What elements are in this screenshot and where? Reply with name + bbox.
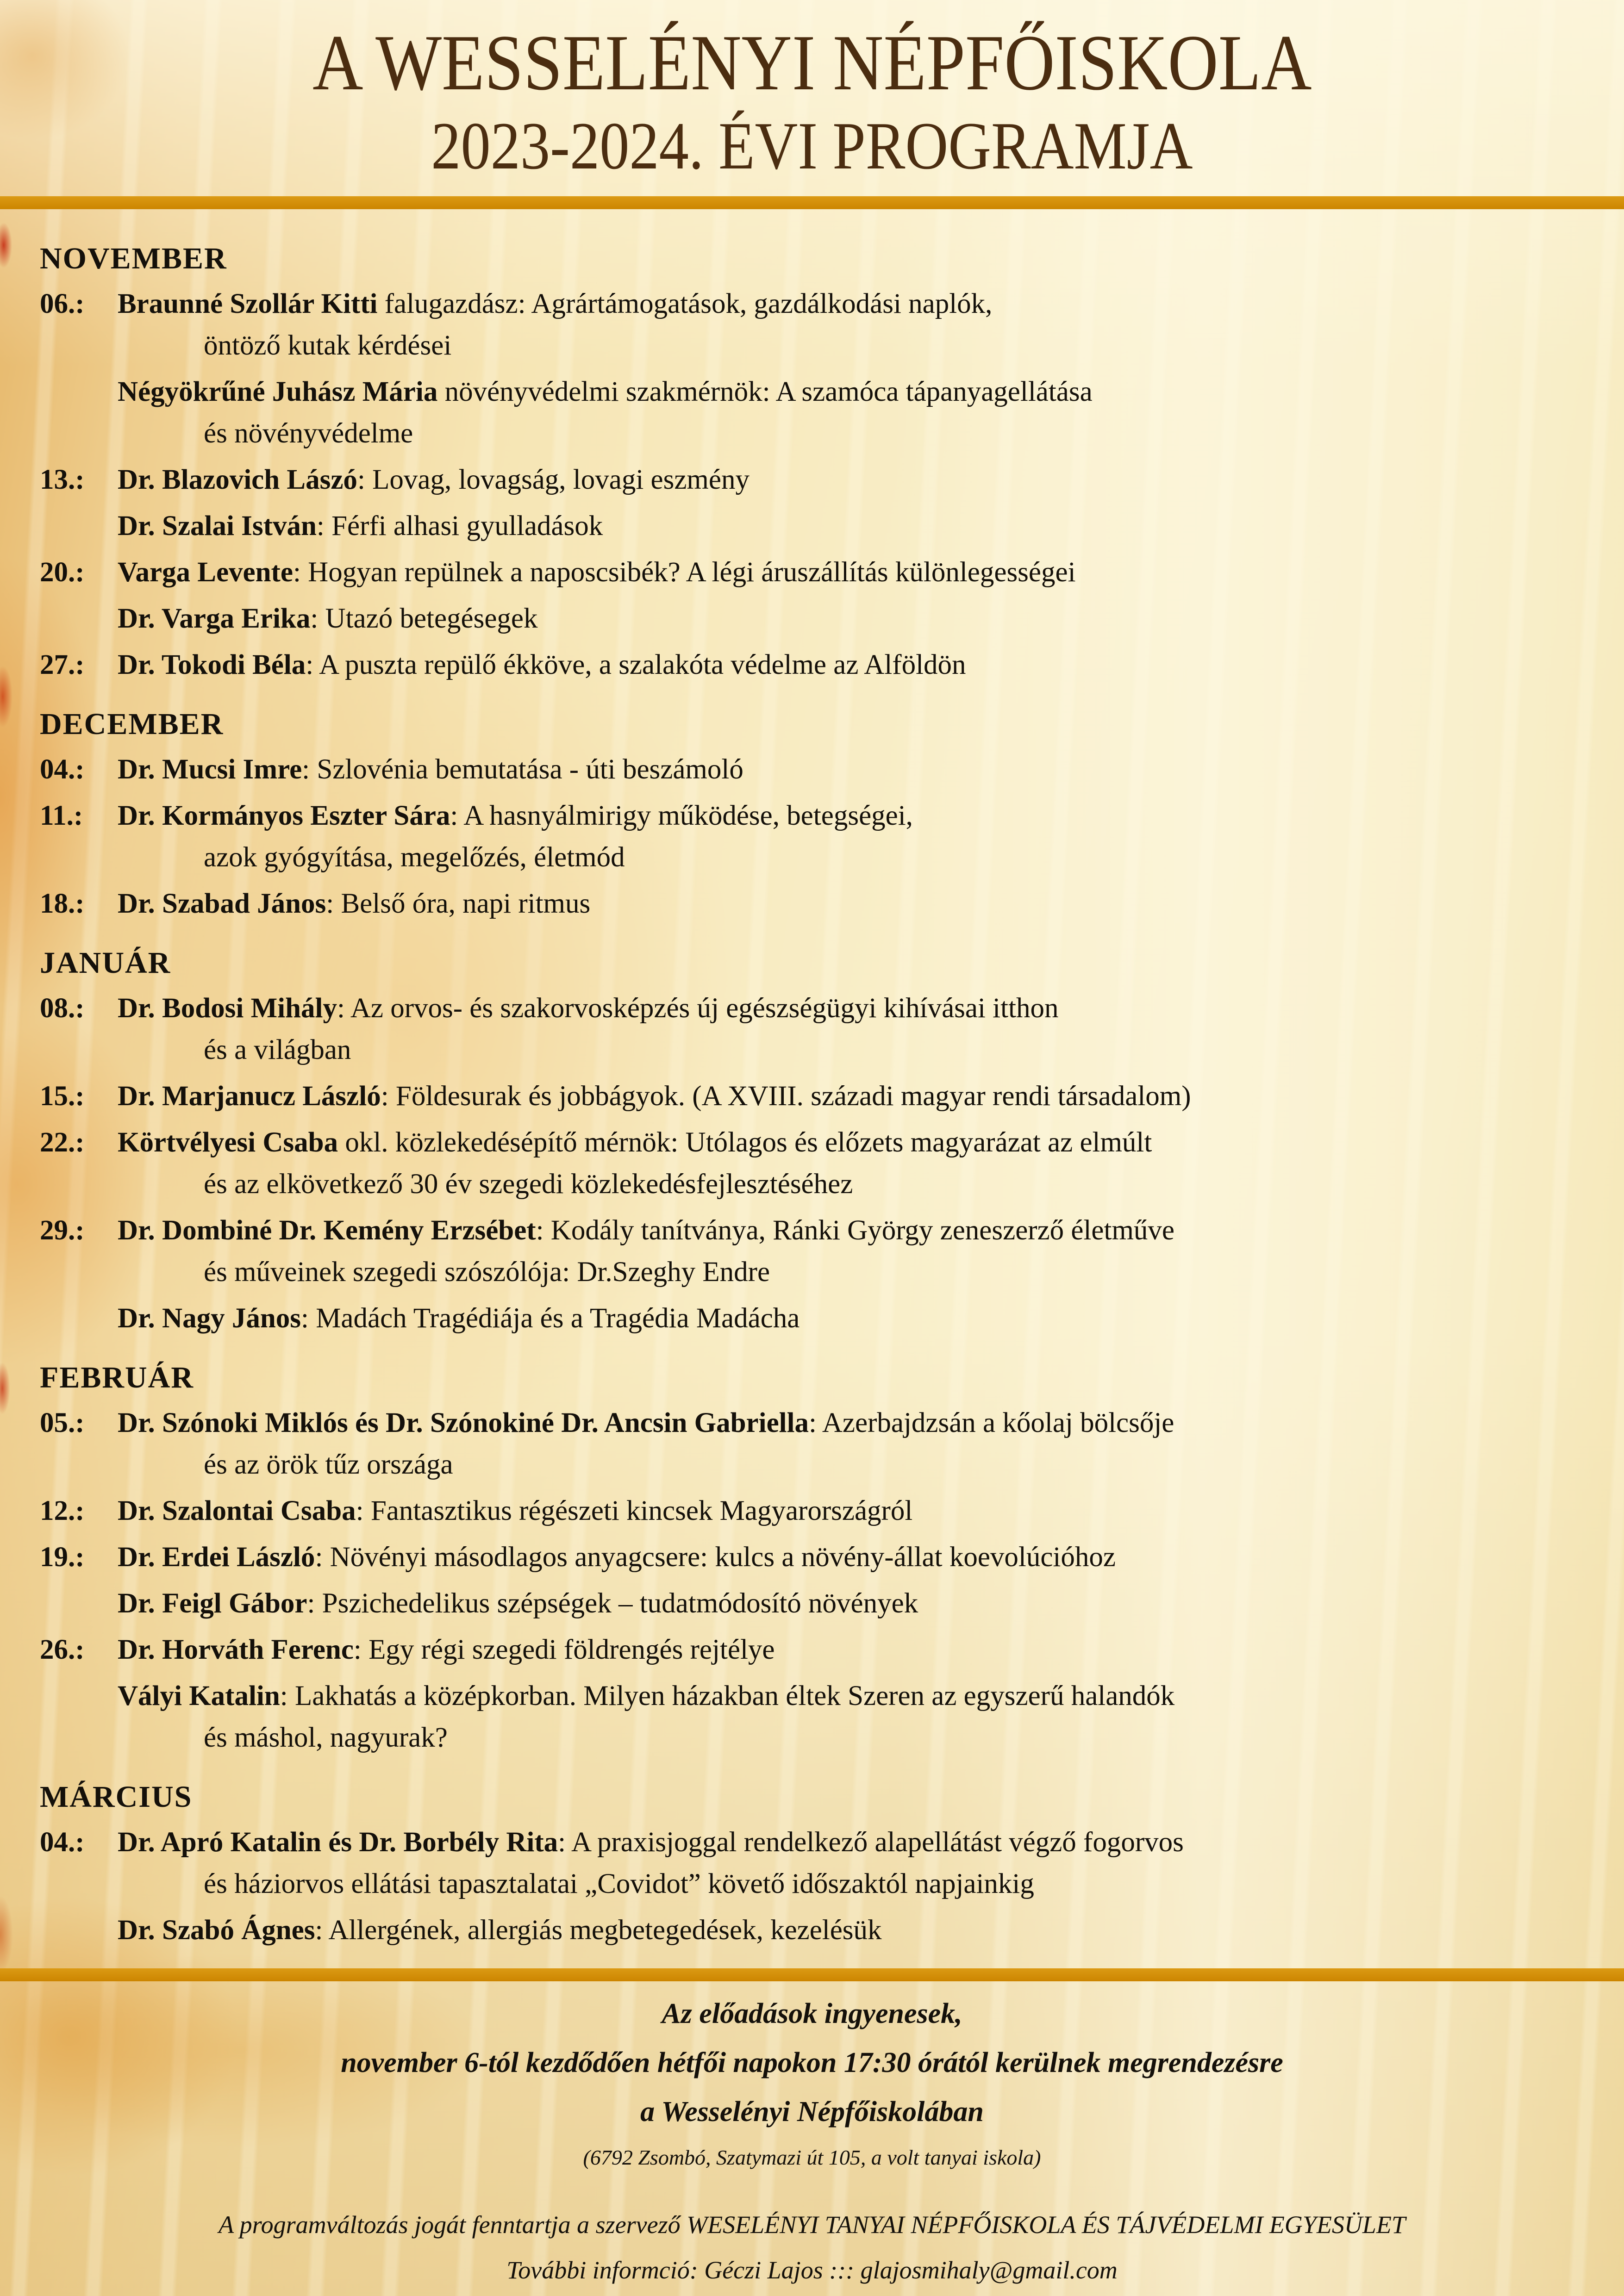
talk-text: : A hasnyálmirigy működése, betegségei, xyxy=(450,800,913,831)
program-item xyxy=(40,1122,1605,1205)
program-item xyxy=(40,883,1605,925)
month-heading: FEBRUÁR xyxy=(40,1361,194,1394)
speaker-name: Körtvélyesi Csaba xyxy=(118,1127,338,1158)
item-date: 04.: xyxy=(40,754,85,785)
item-line xyxy=(118,1210,1605,1251)
talk-text: : Az orvos- és szakorvosképzés új egészségügyi kihívásai itthon xyxy=(337,993,1059,1024)
item-line xyxy=(118,283,1605,325)
program-item xyxy=(40,1675,1605,1759)
program-item xyxy=(40,371,1605,454)
item-lines xyxy=(118,371,1605,454)
item-date xyxy=(40,1910,118,1951)
program-item xyxy=(40,598,1605,640)
talk-text: és az elkövetkező 30 év szegedi közlekedésfejlesztéséhez xyxy=(204,1169,853,1200)
item-date: 26.: xyxy=(40,1634,85,1665)
speaker-name: Dr. Apró Katalin és Dr. Borbély Rita xyxy=(118,1827,558,1858)
item-line-continuation xyxy=(118,325,1605,367)
program-item xyxy=(40,283,1605,367)
month-section xyxy=(40,237,1605,686)
item-date xyxy=(40,1298,118,1339)
program-item xyxy=(40,644,1605,686)
program-item xyxy=(40,1910,1605,1951)
speaker-name: Dr. Varga Erika xyxy=(118,603,311,634)
talk-text: és háziorvos ellátási tapasztalatai „Covidot” követő időszaktól napjainkig xyxy=(204,1868,1034,1899)
item-lines xyxy=(118,749,1605,790)
item-date: 12.: xyxy=(40,1495,85,1526)
month-section xyxy=(40,703,1605,925)
talk-text: : Szlovénia bemutatása - úti beszámoló xyxy=(302,754,743,785)
talk-text: : Férfi alhasi gyulladások xyxy=(316,510,603,541)
item-date xyxy=(40,505,118,547)
month-section xyxy=(40,1356,1605,1759)
program-item xyxy=(40,749,1605,790)
item-date: 29.: xyxy=(40,1215,85,1246)
program-item xyxy=(40,1210,1605,1293)
item-line xyxy=(118,1583,1605,1624)
item-date xyxy=(40,371,118,454)
month-section xyxy=(40,941,1605,1339)
item-line xyxy=(118,644,1605,686)
footer-venue-line: a Wesselényi Népfőiskolában xyxy=(640,2096,984,2128)
item-lines xyxy=(118,598,1605,640)
item-lines xyxy=(118,459,1605,501)
program-item xyxy=(40,1490,1605,1532)
month-section xyxy=(40,1775,1605,1951)
item-line xyxy=(118,459,1605,501)
item-line-continuation xyxy=(118,837,1605,878)
item-line xyxy=(118,1675,1605,1717)
speaker-name: Dr. Dombiné Dr. Kemény Erzsébet xyxy=(118,1215,536,1246)
month-heading: DECEMBER xyxy=(40,707,224,741)
item-line xyxy=(118,1629,1605,1671)
item-line-continuation xyxy=(118,1029,1605,1071)
item-date xyxy=(40,1675,118,1759)
footer-address-line: (6792 Zsombó, Szatymazi út 105, a volt tanyai iskola) xyxy=(583,2146,1041,2169)
item-lines xyxy=(118,1675,1605,1759)
speaker-name: Dr. Erdei László xyxy=(118,1542,315,1573)
item-date: 18.: xyxy=(40,888,85,919)
item-line xyxy=(118,552,1605,593)
item-date: 20.: xyxy=(40,557,85,588)
item-line xyxy=(118,505,1605,547)
item-lines xyxy=(118,644,1605,686)
item-lines xyxy=(118,1583,1605,1624)
month-heading: JANUÁR xyxy=(40,946,171,980)
item-lines xyxy=(118,1402,1605,1486)
talk-text: : Belső óra, napi ritmus xyxy=(326,888,591,919)
speaker-name: Braunné Szollár Kitti xyxy=(118,288,378,319)
program-item xyxy=(40,1537,1605,1578)
program-item xyxy=(40,795,1605,878)
item-date: 08.: xyxy=(40,993,85,1024)
talk-text: : Egy régi szegedi földrengés rejtélye xyxy=(353,1634,775,1665)
footer-schedule-line: november 6-tól kezdődően hétfői napokon 17:30 órától kerülnek megrendezésre xyxy=(341,2047,1283,2078)
talk-text: okl. közlekedésépítő mérnök: Utólagos és előzets magyarázat az elmúlt xyxy=(338,1127,1152,1158)
item-lines xyxy=(118,505,1605,547)
talk-text: azok gyógyítása, megelőzés, életmód xyxy=(204,842,625,873)
footer-legal-line: A programváltozás jogát fenntartja a szervező WESELÉNYI TANYAI NÉPFŐISKOLA ÉS TÁJVÉDELMI EGYESÜLET xyxy=(219,2211,1405,2239)
item-date: 04.: xyxy=(40,1827,85,1858)
speaker-name: Négyökrűné Juhász Mária xyxy=(118,376,438,407)
item-lines xyxy=(118,1910,1605,1951)
program-item xyxy=(40,505,1605,547)
month-heading: MÁRCIUS xyxy=(40,1780,193,1814)
item-date: 05.: xyxy=(40,1407,85,1438)
talk-text: : Azerbajdzsán a kőolaj bölcsője xyxy=(809,1407,1174,1438)
item-date: 15.: xyxy=(40,1081,85,1112)
gold-divider-top xyxy=(0,196,1624,209)
item-line xyxy=(118,795,1605,837)
item-lines xyxy=(118,1076,1605,1117)
speaker-name: Dr. Bodosi Mihály xyxy=(118,993,337,1024)
item-line xyxy=(118,1298,1605,1339)
talk-text: és a világban xyxy=(204,1034,351,1065)
program-item xyxy=(40,1076,1605,1117)
speaker-name: Dr. Szabó Ágnes xyxy=(118,1915,315,1946)
item-line-continuation xyxy=(118,1251,1605,1293)
talk-text: : Fantasztikus régészeti kincsek Magyarországról xyxy=(356,1495,913,1526)
program-item xyxy=(40,552,1605,593)
item-line xyxy=(118,598,1605,640)
program-item xyxy=(40,459,1605,501)
talk-text: : A praxisjoggal rendelkező alapellátást végző fogorvos xyxy=(558,1827,1184,1858)
poster-title-line2-text: 2023-2024. ÉVI PROGRAMJA xyxy=(431,108,1193,183)
speaker-name: Dr. Blazovich Lászó xyxy=(118,464,357,495)
item-line-continuation xyxy=(118,1717,1605,1759)
talk-text: és műveinek szegedi szószólója: Dr.Szeghy Endre xyxy=(204,1257,770,1288)
item-lines xyxy=(118,1822,1605,1905)
footer-contact-line: További informció: Géczi Lajos ::: glajosmihaly@gmail.com xyxy=(506,2256,1118,2284)
item-line-continuation xyxy=(118,1863,1605,1905)
item-lines xyxy=(118,283,1605,367)
talk-text: : Hogyan repülnek a naposcsibék? A légi áruszállítás különlegességei xyxy=(293,557,1076,588)
item-line xyxy=(118,883,1605,925)
item-lines xyxy=(118,552,1605,593)
talk-text: : Növényi másodlagos anyagcsere: kulcs a növény-állat koevolúcióhoz xyxy=(315,1542,1116,1573)
item-lines xyxy=(118,883,1605,925)
talk-text: : Lovag, lovagság, lovagi eszmény xyxy=(357,464,750,495)
item-lines xyxy=(118,795,1605,878)
talk-text: öntöző kutak kérdései xyxy=(204,330,452,361)
talk-text: növényvédelmi szakmérnök: A szamóca tápanyagellátása xyxy=(437,376,1093,407)
talk-text: : Pszichedelikus szépségek – tudatmódosító növények xyxy=(307,1588,918,1619)
talk-text: falugazdász: Agrártámogatások, gazdálkodási naplók, xyxy=(377,288,993,319)
speaker-name: Dr. Kormányos Eszter Sára xyxy=(118,800,450,831)
item-date: 27.: xyxy=(40,649,85,680)
speaker-name: Dr. Feigl Gábor xyxy=(118,1588,307,1619)
talk-text: : Földesurak és jobbágyok. (A XVIII. századi magyar rendi társadalom) xyxy=(381,1081,1191,1112)
speaker-name: Dr. Szónoki Miklós és Dr. Szónokiné Dr. Ancsin Gabriella xyxy=(118,1407,809,1438)
item-date xyxy=(40,598,118,640)
item-line-continuation xyxy=(118,413,1605,454)
speaker-name: Dr. Marjanucz László xyxy=(118,1081,381,1112)
program-item xyxy=(40,1583,1605,1624)
item-date xyxy=(40,1583,118,1624)
item-lines xyxy=(118,1210,1605,1293)
speaker-name: Vályi Katalin xyxy=(118,1680,280,1711)
item-date: 22.: xyxy=(40,1127,85,1158)
poster-title-line1 xyxy=(0,18,1624,108)
talk-text: : Utazó betegésegek xyxy=(310,603,538,634)
item-line xyxy=(118,1076,1605,1117)
talk-text: és növényvédelme xyxy=(204,418,413,449)
talk-text: : Kodály tanítványa, Ránki György zeneszerző életműve xyxy=(536,1215,1174,1246)
program-list xyxy=(40,237,1605,1968)
item-lines xyxy=(118,988,1605,1071)
item-line-continuation xyxy=(118,1164,1605,1205)
speaker-name: Dr. Mucsi Imre xyxy=(118,754,302,785)
item-line xyxy=(118,1537,1605,1578)
item-line xyxy=(118,1910,1605,1951)
speaker-name: Dr. Horváth Ferenc xyxy=(118,1634,354,1665)
item-lines xyxy=(118,1629,1605,1671)
item-line-continuation xyxy=(118,1444,1605,1486)
talk-text: : A puszta repülő ékköve, a szalakóta védelme az Alföldön xyxy=(306,649,966,680)
item-line xyxy=(118,1490,1605,1532)
item-date: 06.: xyxy=(40,288,85,319)
item-line xyxy=(118,988,1605,1029)
talk-text: : Allergének, allergiás megbetegedések, kezelésük xyxy=(315,1915,882,1946)
speaker-name: Varga Levente xyxy=(118,557,293,588)
item-date: 11.: xyxy=(40,800,83,831)
poster-title-line1-text: A WESSELÉNYI NÉPFŐISKOLA xyxy=(312,19,1312,107)
program-item xyxy=(40,1822,1605,1905)
item-line xyxy=(118,1822,1605,1863)
talk-text: és az örök tűz országa xyxy=(204,1449,453,1480)
month-heading: NOVEMBER xyxy=(40,242,227,275)
program-item xyxy=(40,988,1605,1071)
item-lines xyxy=(118,1298,1605,1339)
poster-title-line2 xyxy=(0,108,1624,183)
program-item xyxy=(40,1629,1605,1671)
talk-text: : Madách Tragédiája és a Tragédia Madácha xyxy=(301,1303,800,1334)
item-date: 13.: xyxy=(40,464,85,495)
item-line xyxy=(118,749,1605,790)
gold-divider-bottom xyxy=(0,1968,1624,1981)
item-lines xyxy=(118,1122,1605,1205)
poster-footer xyxy=(0,1989,1624,2293)
poster-header xyxy=(0,18,1624,183)
item-lines xyxy=(118,1490,1605,1532)
talk-text: és máshol, nagyurak? xyxy=(204,1722,448,1753)
speaker-name: Dr. Szalontai Csaba xyxy=(118,1495,356,1526)
program-item xyxy=(40,1402,1605,1486)
speaker-name: Dr. Nagy János xyxy=(118,1303,301,1334)
item-line xyxy=(118,371,1605,413)
item-line xyxy=(118,1122,1605,1164)
item-date: 19.: xyxy=(40,1542,85,1573)
footer-free-line: Az előadások ingyenesek, xyxy=(662,1998,962,2029)
item-line xyxy=(118,1402,1605,1444)
speaker-name: Dr. Szabad János xyxy=(118,888,326,919)
speaker-name: Dr. Szalai István xyxy=(118,510,317,541)
item-lines xyxy=(118,1537,1605,1578)
program-item xyxy=(40,1298,1605,1339)
speaker-name: Dr. Tokodi Béla xyxy=(118,649,306,680)
talk-text: : Lakhatás a középkorban. Milyen házakban éltek Szeren az egyszerű halandók xyxy=(280,1680,1175,1711)
